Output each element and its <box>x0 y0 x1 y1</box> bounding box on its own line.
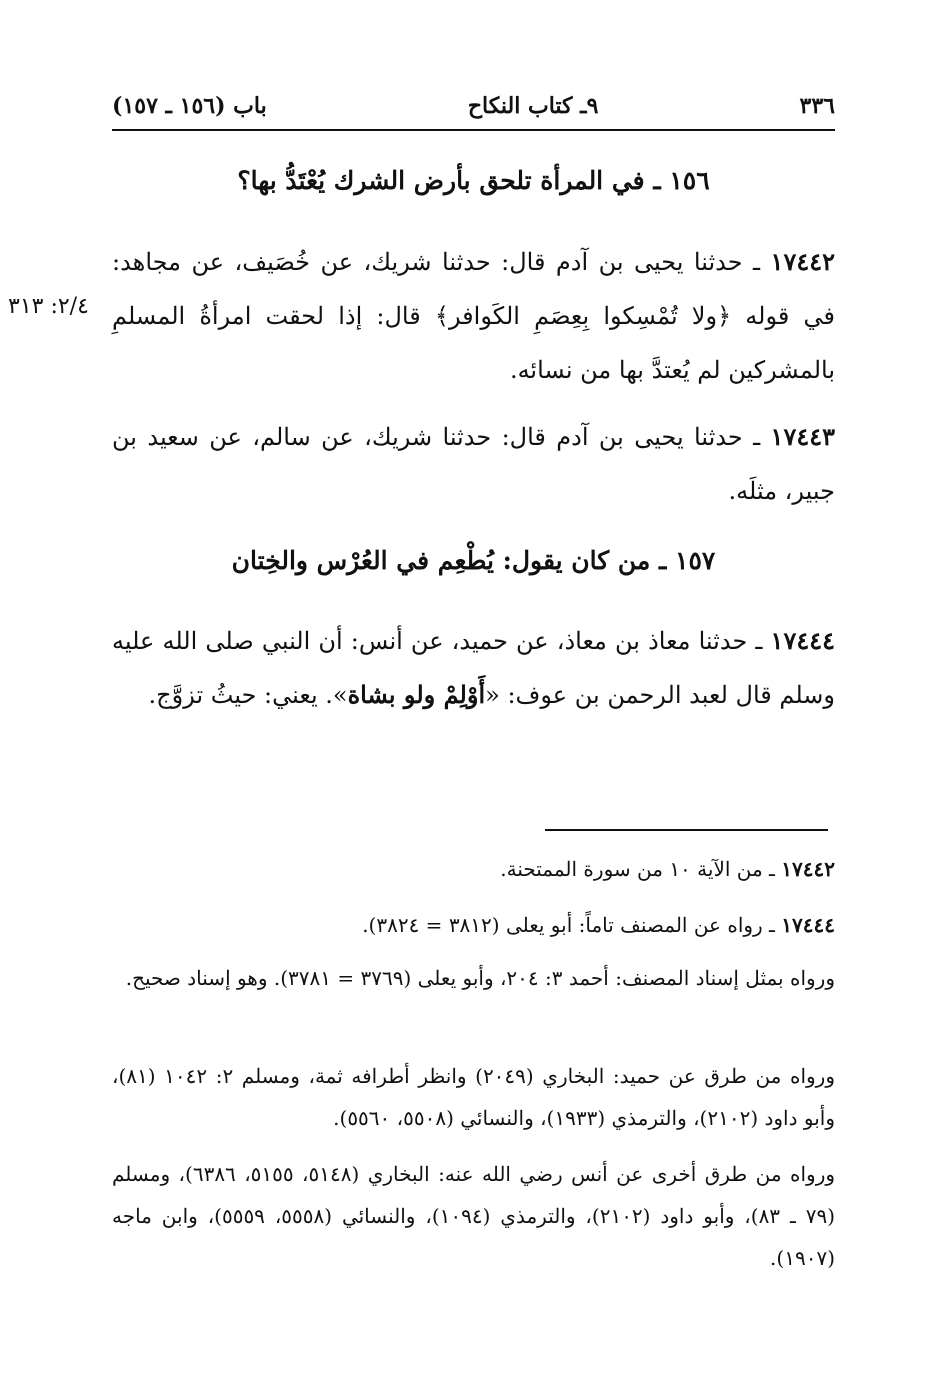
hadith-17443 <box>112 410 835 518</box>
hadith-text-before: ـ حدثنا معاذ بن معاذ، عن حميد، عن أنس: أن النبي صلى الله عليه وسلم قال لعبد الرحمن بن عوف: « <box>112 627 835 709</box>
footnote-number: ١٧٤٤٤ <box>781 913 835 937</box>
footnote <box>112 1055 835 1139</box>
chapter-range: باب (١٥٦ ـ ١٥٧) <box>112 93 267 119</box>
margin-reference: ٢/٤: ٣١٣ <box>8 294 89 319</box>
book-title: ٩ـ كتاب النكاح <box>467 93 599 119</box>
footnote-text: ورواه من طرق أخرى عن أنس رضي الله عنه: البخاري (٥١٤٨، ٥١٥٥، ٦٣٨٦)، ومسلم (٧٩ ـ ٨٣)، وأبو داود (٢١٠٢)، والترمذي (١٠٩٤)، والنسائي (٥٥٥٨، ٥٥٥٩)، وابن ماجه (١٩٠٧). <box>112 1162 836 1270</box>
hadith-number: ١٧٤٤٣ <box>770 422 835 451</box>
hadith-text-after: ». يعني: حيثُ تزوَّج. <box>148 681 348 709</box>
hadith-text: ـ حدثنا يحيى بن آدم قال: حدثنا شريك، عن سالم، عن سعيد بن جبير، مثلَه. <box>112 423 835 505</box>
hadith-number: ١٧٤٤٤ <box>770 626 835 655</box>
page-number: ٣٣٦ <box>799 93 835 119</box>
footnote-text: ورواه بمثل إسناد المصنف: أحمد ٣: ٢٠٤، وأبو يعلى (٣٧٦٩ = ٣٧٨١). وهو إسناد صحيح. <box>125 966 835 990</box>
footnote-text: ـ من الآية ١٠ من سورة الممتحنة. <box>500 857 782 881</box>
footnote <box>112 1153 835 1279</box>
running-header <box>112 86 835 126</box>
chapter-156-title: ١٥٦ ـ في المرأة تلحق بأرض الشرك يُعْتَدُّ بها؟ <box>237 166 710 195</box>
footnote <box>112 904 835 946</box>
footnote-separator <box>545 829 828 831</box>
hadith-text: ـ حدثنا يحيى بن آدم قال: حدثنا شريك، عن خُصَيف، عن مجاهد: في قوله ﴿ولا تُمْسِكوا بِعِصَمِ الكَوافر﴾ قال: إذا لحقت امرأةُ المسلمِ بالمشركين لم يُعتدَّ بها من نسائه. <box>112 248 835 384</box>
footnote-text: ـ رواه عن المصنف تاماً: أبو يعلى (٣٨١٢ = ٣٨٢٤). <box>362 913 782 937</box>
hadith-17444 <box>112 614 835 722</box>
chapter-157-title: ١٥٧ ـ من كان يقول: يُطْعِم في العُرْس والخِتان <box>231 546 716 575</box>
footnote-text: ورواه من طرق عن حميد: البخاري (٢٠٤٩) وانظر أطرافه ثمة، ومسلم ٢: ١٠٤٢ (٨١)، وأبو داود (٢١٠٢)، والترمذي (١٩٣٣)، والنسائي (٥٥٠٨، ٥٥٦٠). <box>112 1064 835 1130</box>
hadith-quote: أَوْلِمْ ولو بشاة <box>347 680 486 709</box>
footnote-number: ١٧٤٤٢ <box>781 857 835 881</box>
header-rule <box>112 129 835 131</box>
footnote <box>112 848 835 890</box>
hadith-number: ١٧٤٤٢ <box>770 247 835 276</box>
hadith-17442 <box>112 235 835 397</box>
footnote <box>112 957 835 999</box>
